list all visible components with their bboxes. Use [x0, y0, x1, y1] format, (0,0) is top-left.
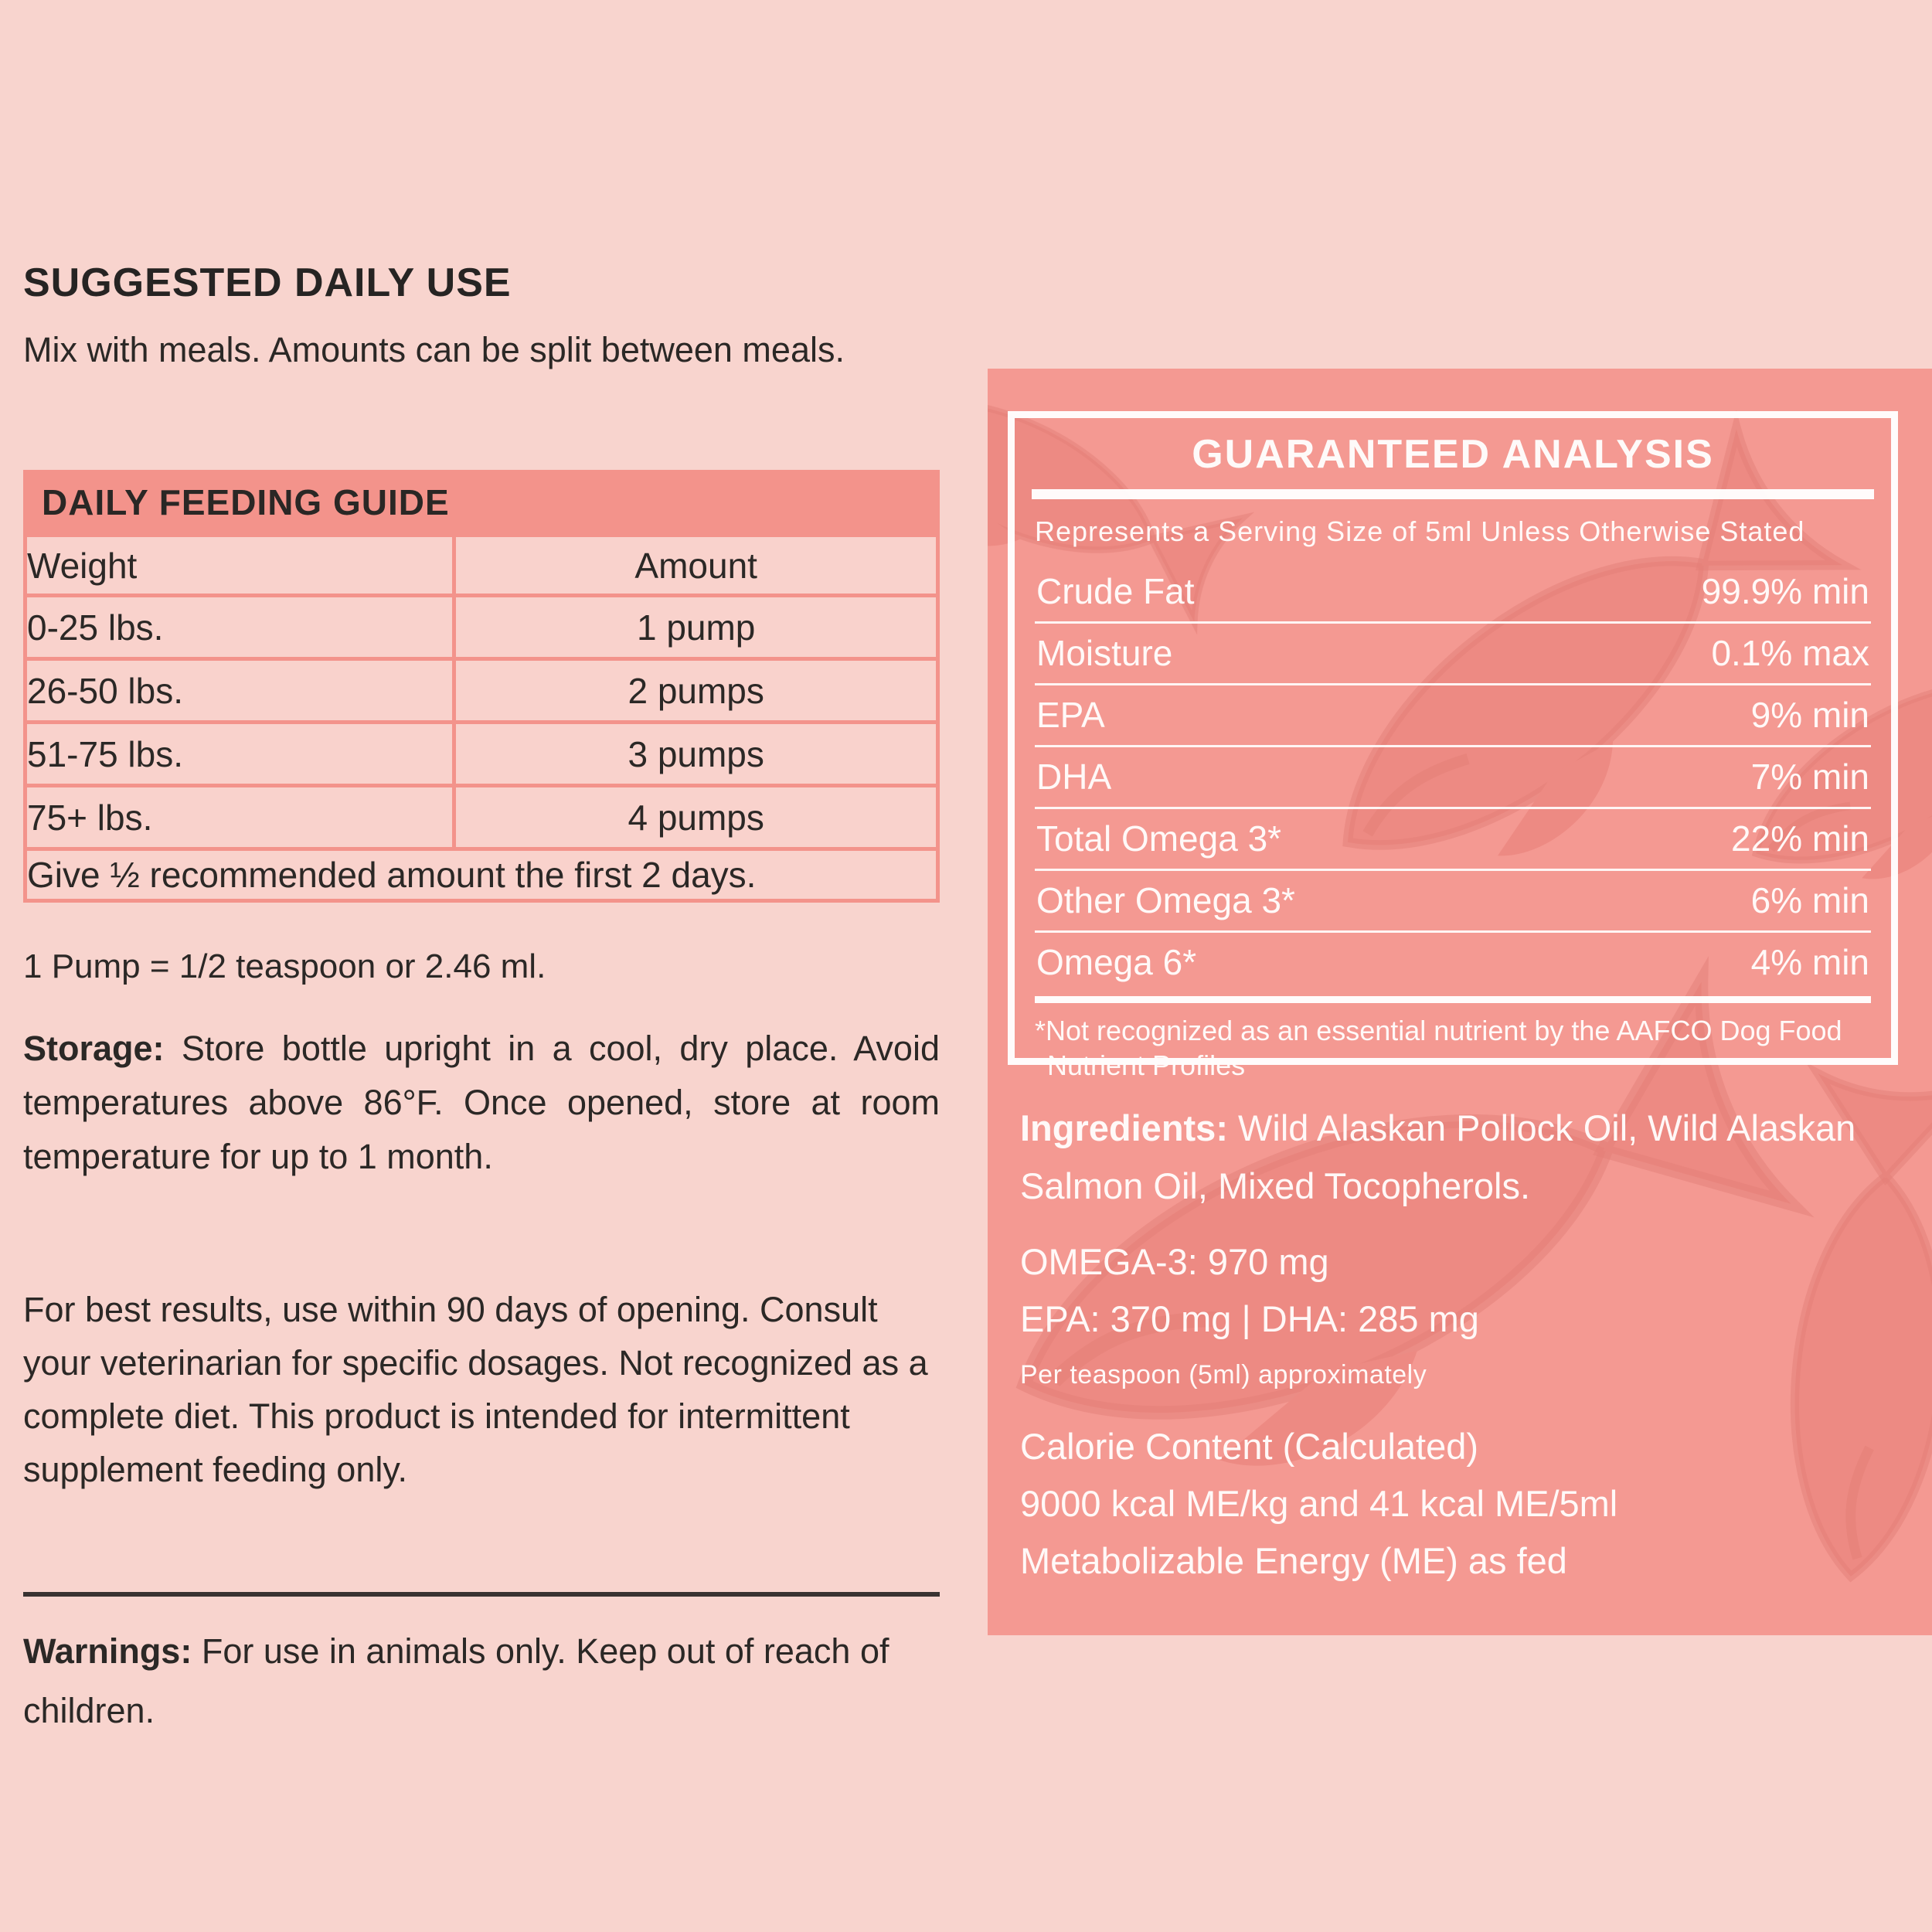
analysis-label: Other Omega 3*	[1036, 880, 1295, 920]
analysis-label: Moisture	[1036, 633, 1173, 673]
analysis-rows	[1035, 562, 1871, 992]
analysis-value: 9% min	[1750, 695, 1869, 735]
per-teaspoon-line: Per teaspoon (5ml) approximately	[1020, 1360, 1427, 1389]
warnings-paragraph	[23, 1621, 940, 1740]
amount-value: 4 pumps	[456, 787, 936, 847]
analysis-value: 7% min	[1750, 757, 1869, 797]
storage-paragraph	[23, 1022, 940, 1184]
calorie-line: 9000 kcal ME/kg and 41 kcal ME/5ml	[1020, 1483, 1618, 1524]
daily-feeding-guide-table	[23, 470, 940, 903]
best-results-paragraph: For best results, use within 90 days of opening. Consult your veterinarian for specific dosages. Not recognized as a complete diet. This product is intended for intermittent supplement feeding only.	[23, 1290, 928, 1489]
feeding-row	[27, 724, 936, 784]
warnings-label: Warnings:	[23, 1631, 192, 1671]
footnote-rule	[1035, 996, 1871, 1003]
ingredients-text: Wild Alaskan Pollock Oil, Wild Alaskan Salmon Oil, Mixed Tocopherols.	[1020, 1107, 1856, 1206]
analysis-label: Total Omega 3*	[1036, 818, 1282, 859]
analysis-label: DHA	[1036, 757, 1112, 797]
feeding-note: Give ½ recommended amount the first 2 days.	[27, 851, 936, 899]
guaranteed-analysis-box	[1008, 411, 1898, 1081]
amount-value: 2 pumps	[456, 661, 936, 720]
title-rule	[1032, 489, 1874, 499]
section-divider	[23, 1592, 940, 1597]
serving-size-subtitle: Represents a Serving Size of 5ml Unless Otherwise Stated	[1035, 515, 1805, 547]
amount-value: 1 pump	[456, 597, 936, 657]
feeding-row	[27, 661, 936, 720]
intro-text: Mix with meals. Amounts can be split between meals.	[23, 330, 845, 369]
feeding-row	[27, 787, 936, 847]
storage-label: Storage:	[23, 1029, 165, 1068]
feeding-note-row	[27, 851, 936, 899]
analysis-row	[1035, 745, 1871, 807]
ingredients-paragraph	[1020, 1099, 1889, 1215]
feeding-header-row	[27, 537, 936, 594]
analysis-row	[1035, 621, 1871, 683]
analysis-value: 6% min	[1750, 880, 1869, 920]
weight-value: 51-75 lbs.	[27, 724, 452, 784]
analysis-label: Omega 6*	[1036, 942, 1197, 982]
analysis-label: EPA	[1036, 695, 1105, 735]
analysis-value: 4% min	[1750, 942, 1869, 982]
pump-equivalence-text: 1 Pump = 1/2 teaspoon or 2.46 ml.	[23, 947, 546, 985]
weight-value: 0-25 lbs.	[27, 597, 452, 657]
usage-column	[23, 0, 940, 1932]
calorie-line: Metabolizable Energy (ME) as fed	[1020, 1540, 1567, 1581]
weight-column-header: Weight	[27, 537, 452, 594]
guaranteed-analysis-title: GUARANTEED ANALYSIS	[1192, 432, 1714, 477]
calorie-line: Calorie Content (Calculated)	[1020, 1426, 1479, 1467]
analysis-row	[1035, 869, 1871, 930]
analysis-row	[1035, 807, 1871, 869]
analysis-value: 0.1% max	[1711, 633, 1869, 673]
analysis-row	[1035, 683, 1871, 745]
amount-value: 3 pumps	[456, 724, 936, 784]
aafco-footnote: *Not recognized as an essential nutrient by the AAFCO Dog Food Nutrient Profiles	[1035, 1015, 1842, 1081]
guaranteed-analysis-panel	[988, 369, 1932, 1635]
analysis-value: 99.9% min	[1701, 571, 1869, 611]
warnings-text: For use in animals only. Keep out of reach of children.	[23, 1631, 889, 1730]
analysis-label: Crude Fat	[1036, 571, 1195, 611]
feeding-row	[27, 597, 936, 657]
amount-column-header: Amount	[456, 537, 936, 594]
weight-value: 26-50 lbs.	[27, 661, 452, 720]
omega3-line: OMEGA-3: 970 mg	[1020, 1241, 1329, 1282]
suggested-daily-use-title: SUGGESTED DAILY USE	[23, 260, 512, 305]
weight-value: 75+ lbs.	[27, 787, 452, 847]
analysis-row	[1035, 930, 1871, 992]
omega-content-block	[1020, 1240, 1901, 1390]
feeding-guide-title: DAILY FEEDING GUIDE	[23, 470, 940, 533]
feeding-guide-grid	[23, 533, 940, 903]
analysis-row	[1035, 562, 1871, 621]
calorie-content-block	[1020, 1418, 1901, 1590]
analysis-value: 22% min	[1731, 818, 1869, 859]
epa-dha-line: EPA: 370 mg | DHA: 285 mg	[1020, 1298, 1479, 1339]
ingredients-label: Ingredients:	[1020, 1107, 1228, 1148]
storage-text: Store bottle upright in a cool, dry place. Avoid temperatures above 86°F. Once opened, store at room temperature for up to 1 month.	[23, 1029, 940, 1176]
